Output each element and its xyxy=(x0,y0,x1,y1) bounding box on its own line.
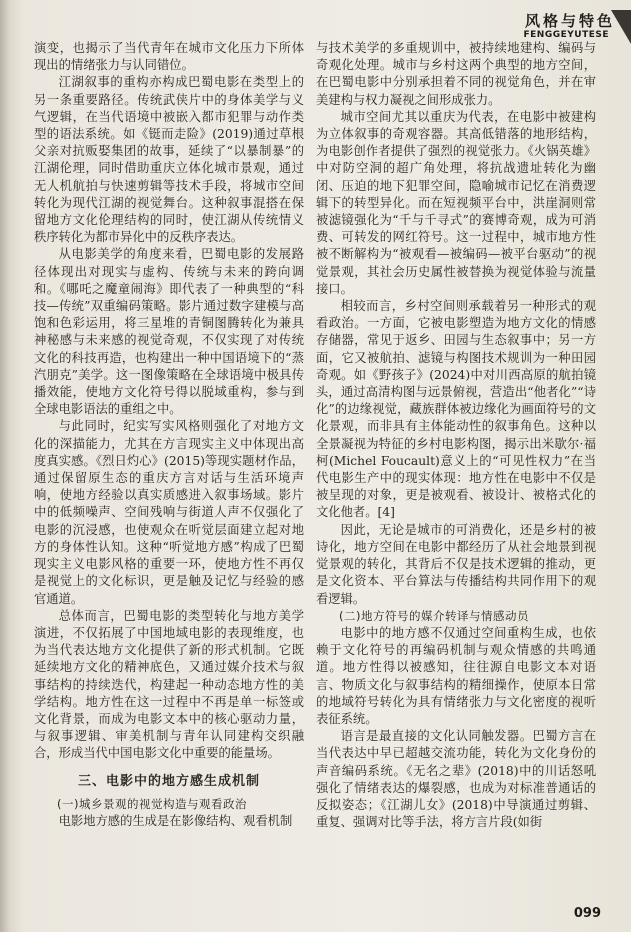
paragraph: 因此，无论是城市的可消费化，还是乡村的被诗化，地方空间在电影中都经历了从社会地景到视觉景观的转化，其背后不仅是技术逻辑的推动，更是文化资本、平台算法与传播结构共同作用下的观看逻辑。 xyxy=(316,522,596,606)
page-number: 099 xyxy=(573,906,601,921)
paragraph: 电影中的地方感不仅通过空间重构生成，也依赖于文化符号的再编码机制与观众情感的共鸣通道。地方性得以被感知，往往源自电影文本对语言、物质文化与叙事结构的精细操作，使原本日常的地域符号转化为具有情绪张力与文化密度的视听表征系统。 xyxy=(316,625,596,726)
paragraph: 语言是最直接的文化认同触发器。巴蜀方言在当代表达中早已超越交流功能，转化为文化身份的声音编码系统。《无名之辈》(2018)中的川话怒吼强化了情绪表达的爆裂感，也成为对标准普通话的反拟姿态；《江湖儿女》(2018)中导演通过剪辑、重复、强调对比等手法，将方言片段(如街 xyxy=(316,729,596,830)
paragraph: 城市空间尤其以重庆为代表，在电影中被建构为立体叙事的奇观容器。其高低错落的地形结构，为电影创作者提供了强烈的视觉张力。《火锅英雄》中对防空洞的超广角处理，将抗战遗址转化为幽闭、压迫的地下犯罪空间，隐喻城市记忆在消费逻辑下的转型异化。而在短视频平台中，洪崖洞则常被滤镜强化为“千与千寻式”的赛博奇观，成为可消费、可转发的网红符号。这一过程中，城市地方性被不断解构为“被观看—被编码—被平台驱动”的视觉景观，其社会历史属性被替换为视觉体验与流量接口。 xyxy=(316,109,596,296)
banner-subtitle: FENGGEYUTESE xyxy=(523,30,609,40)
paragraph: 与此同时，纪实写实风格则强化了对地方文化的深描能力，尤其在方言现实主义中体现出高度真实感。《烈日灼心》(2015)等现实题材作品，通过保留原生态的重庆方言对话与生活环境声响，使地方经验以真实质感进入叙事场域。影片中的低频噪声、空间残响与街道人声不仅强化了电影的沉浸感，也使观众在听觉层面建立起对地方的身体性认知。这种“听觉地方感”构成了巴蜀现实主义电影风格的重要一环，使地方性不再仅是视觉上的文化标识，更是触及记忆与经验的感官通道。 xyxy=(34,419,304,606)
section-heading: 三、电影中的地方感生成机制 xyxy=(77,773,260,789)
paragraph: 相较而言，乡村空间则承载着另一种形式的观看政治。一方面，它被电影塑造为地方文化的情感存储器，常见于返乡、田园与生态叙事中；另一方面，它又被航拍、滤镜与构图技术规训为一种田园奇观。如《野孩子》(2024)中对川西高原的航拍镜头，通过高清构图与远景俯视，营造出“他者化”“诗化”的边缘视觉，藏族群体被边缘化为画面符号的文化景观，而非具有主体能动性的叙事角色。这种以全景凝视为特征的乡村电影构图，揭示出米歇尔·福柯(Michel Foucault)意义上的“可见性权力”在当代电影生产中的现实体现：地方性在电影中不仅是被呈现的对象，更是被观看、被设计、被格式化的文化他者。[4] xyxy=(316,299,596,520)
paragraph: 从电影美学的角度来看，巴蜀电影的发展路径体现出对现实与虚构、传统与未来的跨向调和。《哪吒之魔童闹海》即代表了一种典型的“科技—传统”双重编码策略。影片通过数字建模与高饱和色彩运用，将三星堆的青铜图腾转化为兼具神秘感与未来感的视觉奇观，不仅实现了对传统文化的科技再造，也构建出一种中国语境下的“蒸汽朋克”美学。这一图像策略在全球语境中极具传播效能，使地方文化符号得以脱域重构，参与到全球电影语法的重组之中。 xyxy=(34,247,304,417)
paragraph: 江湖叙事的重构亦构成巴蜀电影在类型上的另一条重要路径。传统武侠片中的身体美学与义气逻辑，在当代语境中被嵌入都市犯罪与动作类型的语法系统。如《铤而走险》(2019)通过草根父亲对抗贩娶集团的故事，延续了“以暴制暴”的江湖伦理，同时借助重庆立体化城市景观，通过无人机航拍与快速剪辑等技术手段，将城市空间转化为现代江湖的视觉舞台。这种叙事混搭在保留地方文化伦理结构的同时，使江湖从传统情义秩序转化为都市异化中的反秩序表达。 xyxy=(34,75,304,245)
subsection-heading: (一)城乡景观的视觉构造与观看政治 xyxy=(57,796,247,811)
paragraph: 演变，也揭示了当代青年在城市文化压力下所体现出的情绪张力与认同错位。 xyxy=(34,41,304,73)
paragraph: 总体而言，巴蜀电影的类型转化与地方美学演进，不仅拓展了中国地域电影的表现维度，也为当代表达地方文化提供了新的形式机制。它既延续地方文化的精神底色，又通过媒介技术与叙事结构的持续迭代，构建起一种动态地方性的美学结构。地方性在这一过程中不再是单一标签或文化背景，而成为电影文本中的核心驱动力量，与叙事逻辑、审美机制与青年认同建构交织融合，形成当代中国电影文化中重要的能量场。 xyxy=(34,608,304,761)
paragraph: 电影地方感的生成是在影像结构、观看机制 xyxy=(58,813,293,828)
subsection-heading: (二)地方符号的媒介转译与情感动员 xyxy=(339,608,529,623)
left-column xyxy=(34,40,304,830)
right-column xyxy=(316,40,596,831)
banner-title: 风格与特色 xyxy=(524,12,615,30)
paragraph: 与技术美学的多重规训中，被持续地建构、编码与奇观化处理。城市与乡村这两个典型的地方空间，在巴蜀电影中分别承担着不同的视觉角色，并在审美建构与权力凝视之间形成张力。 xyxy=(316,41,596,107)
